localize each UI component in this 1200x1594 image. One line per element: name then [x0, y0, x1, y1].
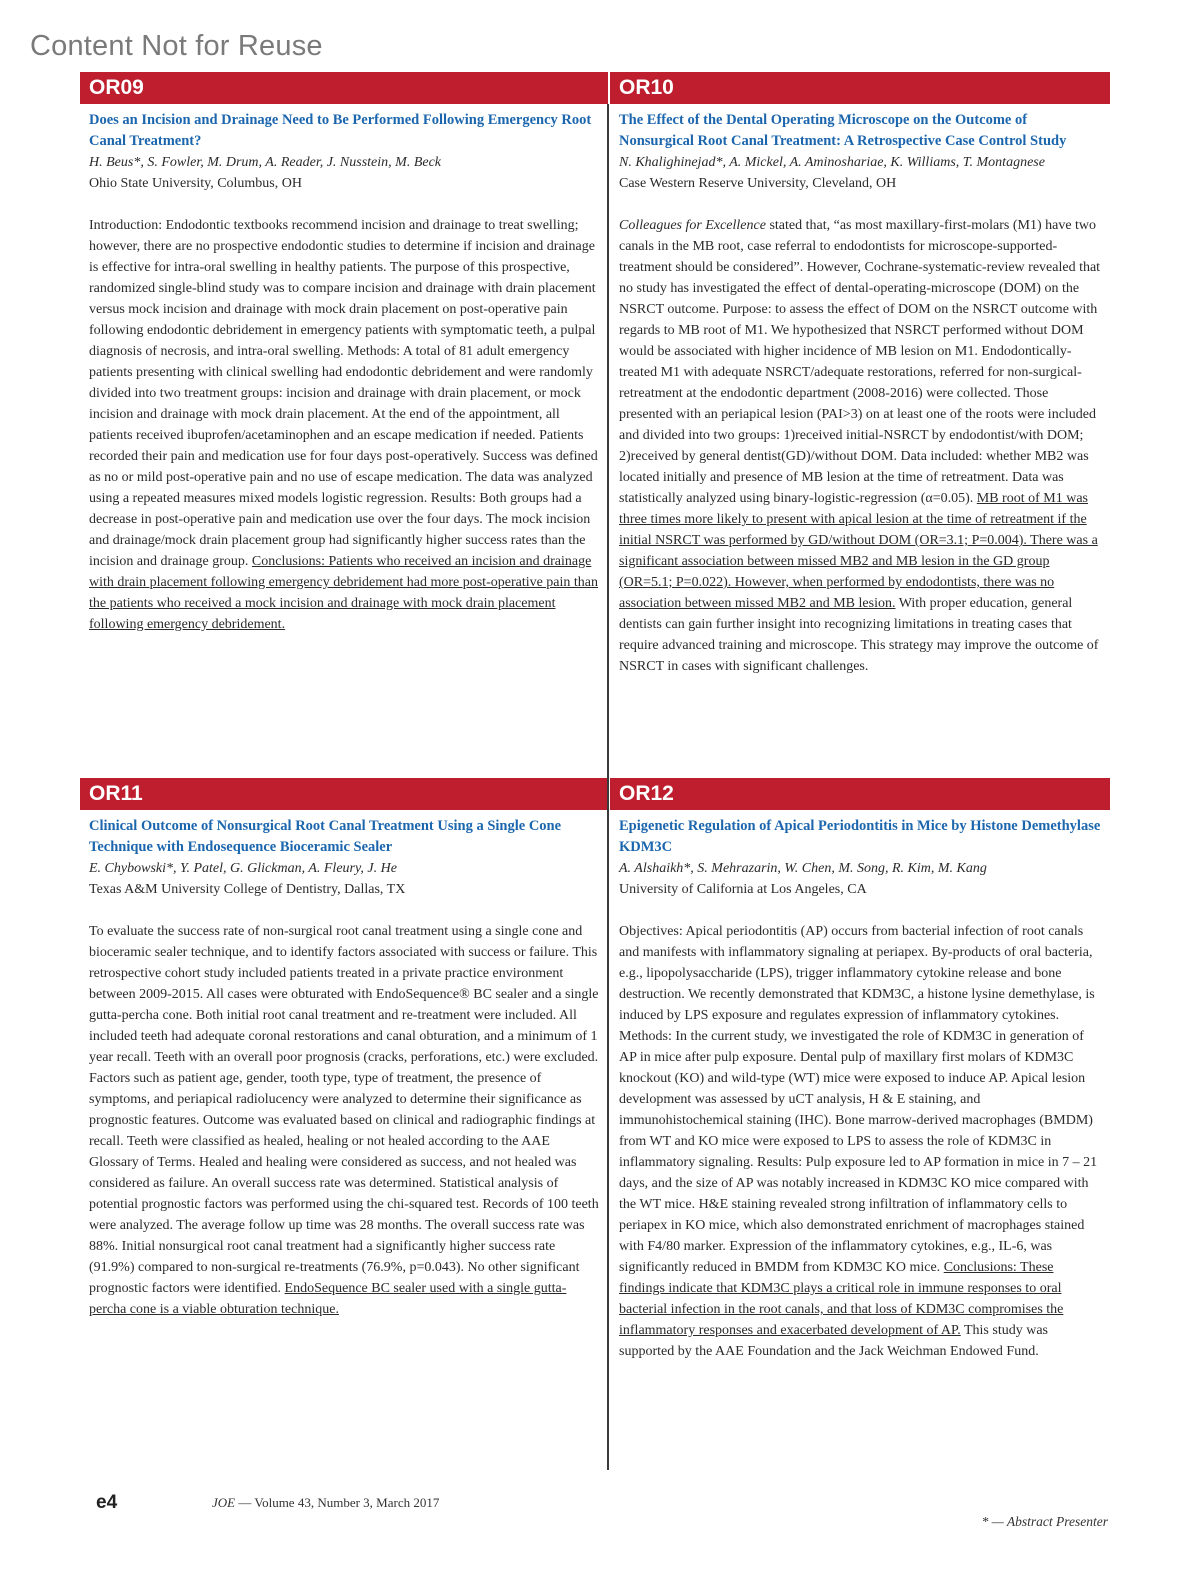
- abstract-or09: [89, 110, 599, 635]
- abstract-title: The Effect of the Dental Operating Microscope on the Outcome of Nonsurgical Root Canal Treatment: A Retrospective Case Control Study: [619, 112, 1067, 149]
- abstract-body: [619, 921, 1101, 1362]
- abstract-title: Does an Incision and Drainage Need to Be Performed Following Emergency Root Canal Treatment?: [89, 112, 592, 149]
- abstract-affiliation: Case Western Reserve University, Cleveland, OH: [619, 176, 897, 191]
- abstract-underlined-conclusion: MB root of M1 was three times more likely to present with apical lesion at the time of retreatment if the initial NSRCT was performed by GD/without DOM (OR=3.1; P=0.004). There was a significant association between missed MB2 and MB lesion in the GD group (OR=5.1; P=0.022). However, when performed by endodontists, there was no association between missed MB2 and MB lesion.: [619, 491, 1098, 611]
- presenter-note: * — Abstract Presenter: [981, 1514, 1108, 1529]
- abstract-body: [619, 215, 1101, 677]
- abstract-body-text: Objectives: Apical periodontitis (AP) occurs from bacterial infection of root canals and manifests with inflammatory signaling at periapex. By-products of oral bacteria, e.g., lipopolysaccharide (LPS), trigger inflammatory cytokine release and bone destruction. We recently demonstrated that KDM3C, a histone lysine demethylase, is induced by LPS exposure and regulates expression of inflammatory cytokines. Methods: In the current study, we investigated the role of KDM3C in generation of AP in mice after pulp exposure. Dental pulp of maxillary first molars of KDM3C knockout (KO) and wild-type (WT) mice were exposed to induce AP. Apical lesion development was assessed by uCT analysis, H & E staining, and immunohistochemical staining (IHC). Bone marrow-derived macrophages (BMDM) from WT and KO mice were exposed to LPS to assess the role of KDM3C in inflammatory signaling. Results: Pulp exposure led to AP formation in mice in 7 – 21 days, and the size of AP was notably increased in KDM3C KO mice compared with the WT mice. H&E staining revealed strong infiltration of inflammatory cells to periapex in KO mice, which also demonstrated enrichment of macrophages stained with F4/80 marker. Expression of the inflammatory cytokines, e.g., IL-6, was significantly reduced in BMDM from KDM3C KO mice.: [619, 924, 1098, 1275]
- abstract-or12: [619, 816, 1101, 1362]
- abstract-body: [89, 921, 599, 1320]
- abstract-affiliation: Ohio State University, Columbus, OH: [89, 176, 302, 191]
- abstract-header-or11: OR11: [80, 778, 608, 810]
- journal-citation: [212, 1495, 439, 1511]
- watermark: Content Not for Reuse: [30, 30, 323, 62]
- abstract-header-or12: OR12: [610, 778, 1110, 810]
- abstract-underlined-conclusion: EndoSequence BC sealer used with a single gutta-percha cone is a viable obturation technique.: [89, 1281, 567, 1317]
- abstract-body-text: stated that, “as most maxillary-first-molars (M1) have two canals in the MB root, case referral to endodontists for microscope-supported-treatment should be considered”. However, Cochrane-systematic-review revealed that no study has investigated the effect of dental-operating-microscope (DOM) on the NSRCT outcome. Purpose: to assess the effect of DOM on the NSRCT outcome with regards to MB root of M1. We hypothesized that NSRCT performed without DOM would be associated with higher incidence of MB lesion on M1. Endodontically-treated M1 with adequate NSRCT/adequate restorations, referred for non-surgical-retreatment at the endodontic department (2008-2016) were collected. Those presented with an periapical lesion (PAI>3) on at least one of the roots were included and divided into two groups: 1)received initial-NSRCT by endodontist/with DOM; 2)received by general dentist(GD)/without DOM. Data included: whether MB2 was located initially and presence of MB lesion at the time of retreatment. Data was statistically analyzed using binary-logistic-regression (α=0.05).: [619, 218, 1101, 506]
- abstract-header-or09: OR09: [80, 72, 608, 104]
- page-number: e4: [96, 1492, 118, 1513]
- abstract-authors: E. Chybowski*, Y. Patel, G. Glickman, A. Fleury, J. He: [89, 861, 397, 876]
- abstract-authors: A. Alshaikh*, S. Mehrazarin, W. Chen, M. Song, R. Kim, M. Kang: [619, 861, 987, 876]
- abstract-body-text: To evaluate the success rate of non-surgical root canal treatment using a single cone and bioceramic sealer technique, and to identify factors associated with success or failure. This retrospective cohort study included patients treated in a private practice environment between 2009-2015. All cases were obturated with EndoSequence® BC sealer and a single gutta-percha cone. Both initial root canal treatment and re-treatment were included. All included teeth had adequate coronal restorations and canal obturation, and a minimum of 1 year recall. Teeth with an overall poor prognosis (cracks, perforations, etc.) were excluded. Factors such as patient age, gender, tooth type, type of treatment, the presence of symptoms, and periapical radiolucency were analyzed to determine their significance as prognostic features. Outcome was evaluated based on clinical and radiographic findings at recall. Teeth were classified as healed, healing or not healed according to the AAE Glossary of Terms. Healed and healing were considered as success, and not healed was considered as failure. An overall success rate was determined. Statistical analysis of potential prognostic factors was performed using the chi-squared test. Records of 100 teeth were analyzed. The average follow up time was 28 months. The overall success rate was 88%. Initial nonsurgical root canal treatment had a significantly higher success rate (91.9%) compared to non-surgical re-treatments (76.9%, p=0.043). No other significant prognostic factors were identified.: [89, 924, 599, 1296]
- abstract-underlined-conclusion: Conclusions: These findings indicate that KDM3C plays a critical role in immune responses to oral bacterial infection in the root canals, and that loss of KDM3C compromises the inflammatory responses and exacerbated development of AP.: [619, 1260, 1064, 1338]
- abstract-authors: H. Beus*, S. Fowler, M. Drum, A. Reader, J. Nusstein, M. Beck: [89, 155, 442, 170]
- abstract-body-text: Introduction: Endodontic textbooks recommend incision and drainage to treat swelling; however, there are no prospective endodontic studies to determine if incision and drainage is effective for intra-oral swelling in healthy patients. The purpose of this prospective, randomized single-blind study was to compare incision and drainage with drain placement versus mock incision and drainage with mock drain placement on post-operative pain following endodontic debridement in emergency patients with symptomatic teeth, a pulpal diagnosis of necrosis, and intra-oral swelling. Methods: A total of 81 adult emergency patients presenting with clinical swelling had endodontic debridement and were randomly divided into two treatment groups: incision and drainage with drain placement, or mock incision and drainage with mock drain placement. At the end of the appointment, all patients received ibuprofen/acetaminophen and an escape medication if needed. Patients recorded their pain and medication use for four days post-operatively. Success was defined as no or mild post-operative pain and no use of escape medication. The data was analyzed using a repeated measures mixed models logistic regression. Results: Both groups had a decrease in post-operative pain and medication use over the four days. The mock incision and drainage/mock drain placement group had significantly higher success rates than the incision and drainage group.: [89, 218, 598, 569]
- abstract-body-tail: With proper education, general dentists can gain further insight into recognizing limitations in treating cases that require advanced training and microscope. This strategy may improve the outcome of NSRCT in cases with significant challenges.: [619, 596, 1099, 674]
- abstract-title: Clinical Outcome of Nonsurgical Root Canal Treatment Using a Single Cone Technique with Endosequence Bioceramic Sealer: [89, 818, 562, 855]
- abstract-affiliation: University of California at Los Angeles, CA: [619, 882, 867, 897]
- abstract-header-or10: OR10: [610, 72, 1110, 104]
- abstract-or11: [89, 816, 599, 1320]
- journal-name: JOE: [212, 1495, 236, 1510]
- abstract-or10: [619, 110, 1101, 677]
- abstract-body: [89, 215, 599, 635]
- journal-volume: — Volume 43, Number 3, March 2017: [235, 1495, 440, 1510]
- abstract-body-tail: This study was supported by the AAE Foundation and the Jack Weichman Endowed Fund.: [619, 1323, 1048, 1359]
- abstract-affiliation: Texas A&M University College of Dentistry, Dallas, TX: [89, 882, 406, 897]
- column-divider: [607, 104, 609, 1470]
- abstract-underlined-conclusion: Conclusions: Patients who received an incision and drainage with drain placement following emergency debridement had more post-operative pain than the patients who received a mock incision and drainage with mock drain placement following emergency debridement.: [89, 554, 599, 632]
- abstract-title: Epigenetic Regulation of Apical Periodontitis in Mice by Histone Demethylase KDM3C: [619, 818, 1101, 855]
- abstract-lead-italic: Colleagues for Excellence: [619, 218, 766, 233]
- abstract-authors: N. Khalighinejad*, A. Mickel, A. Aminoshariae, K. Williams, T. Montagnese: [619, 155, 1045, 170]
